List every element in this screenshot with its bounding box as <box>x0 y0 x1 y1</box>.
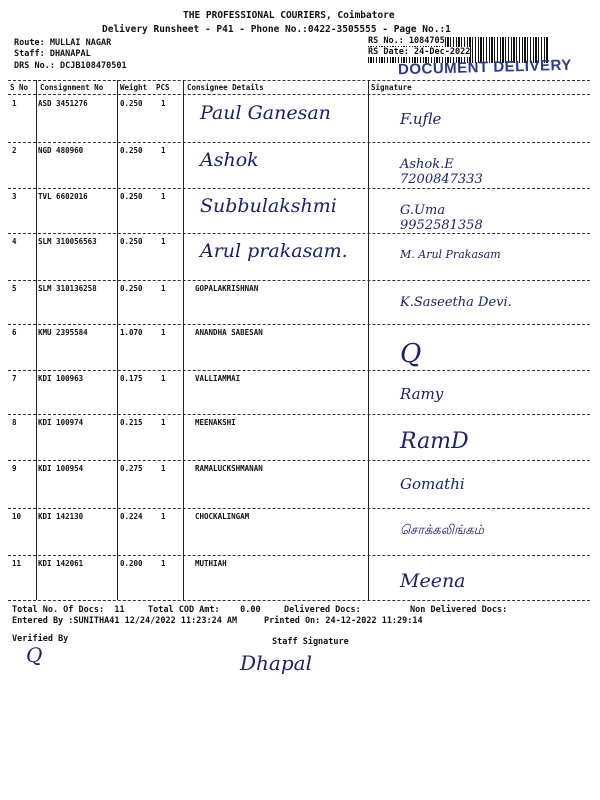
drs-label: DRS No.: DCJB108470501 <box>14 61 127 71</box>
row-sno: 4 <box>12 237 17 246</box>
non-delivered-docs: Non Delivered Docs: <box>410 605 508 615</box>
row-pcs: 1 <box>161 559 166 568</box>
row-consignment-no: SLM 310056563 <box>38 237 97 246</box>
row-consignment-no: KDI 100974 <box>38 418 84 427</box>
row-consignee-name: MEENAKSHI <box>195 418 236 427</box>
row-divider <box>8 233 590 234</box>
row-consignee-handwritten: Ashok <box>200 149 259 171</box>
row-weight: 1.070 <box>120 328 143 337</box>
row-signature-phone: 9952581358 <box>400 218 483 233</box>
row-pcs: 1 <box>161 418 166 427</box>
rs-no: RS No.: 1084705 <box>368 36 445 46</box>
row-consignment-no: TVL 6602016 <box>38 192 88 201</box>
col-divider <box>368 80 369 600</box>
row-signature: சொக்கலிங்கம் <box>400 523 485 538</box>
row-sno: 3 <box>12 192 17 201</box>
col-header-pcs: PCS <box>156 83 170 92</box>
row-consignment-no: NGD 480960 <box>38 146 84 155</box>
row-pcs: 1 <box>161 464 166 473</box>
total-docs: Total No. Of Docs: 11 <box>12 605 125 615</box>
row-sno: 10 <box>12 512 22 521</box>
row-divider <box>8 555 590 556</box>
row-pcs: 1 <box>161 237 166 246</box>
delivered-docs: Delivered Docs: <box>284 605 361 615</box>
row-signature: Ashok.E <box>400 157 454 172</box>
row-divider <box>8 414 590 415</box>
row-sno: 7 <box>12 374 17 383</box>
row-consignment-no: KDI 142130 <box>38 512 84 521</box>
row-pcs: 1 <box>161 146 166 155</box>
row-consignee-name: CHOCKALINGAM <box>195 512 250 521</box>
row-divider <box>8 188 590 189</box>
row-sno: 11 <box>12 559 22 568</box>
document-delivery-stamp: DOCUMENT DELIVERY <box>397 56 572 79</box>
row-weight: 0.250 <box>120 284 143 293</box>
row-sno: 1 <box>12 99 17 108</box>
verified-by: Verified By <box>12 634 69 644</box>
row-pcs: 1 <box>161 284 166 293</box>
row-divider <box>8 460 590 461</box>
row-weight: 0.224 <box>120 512 143 521</box>
row-consignment-no: KDI 142061 <box>38 559 84 568</box>
row-weight: 0.275 <box>120 464 143 473</box>
row-consignee-handwritten: Subbulakshmi <box>200 195 337 217</box>
row-weight: 0.215 <box>120 418 143 427</box>
total-cod: Total COD Amt: 0.00 <box>148 605 261 615</box>
row-signature: Meena <box>400 570 466 592</box>
row-weight: 0.175 <box>120 374 143 383</box>
row-weight: 0.250 <box>120 99 143 108</box>
row-consignment-no: ASD 3451276 <box>38 99 88 108</box>
printed-on: Printed On: 24-12-2022 11:29:14 <box>264 616 423 626</box>
col-divider <box>117 80 118 600</box>
row-weight: 0.200 <box>120 559 143 568</box>
table-bottom-rule <box>8 600 590 601</box>
header-rule <box>8 94 590 95</box>
row-signature: Q <box>400 339 422 369</box>
row-divider <box>8 370 590 371</box>
row-pcs: 1 <box>161 328 166 337</box>
row-pcs: 1 <box>161 512 166 521</box>
entered-by: Entered By :SUNITHA41 12/24/2022 11:23:24 AM <box>12 616 238 626</box>
row-pcs: 1 <box>161 192 166 201</box>
col-header-signature: Signature <box>371 83 412 92</box>
col-divider <box>36 80 37 600</box>
row-consignee-name: RAMALUCKSHMANAN <box>195 464 263 473</box>
row-signature: K.Saseetha Devi. <box>400 295 512 310</box>
row-consignee-name: ANANDHA SABESAN <box>195 328 263 337</box>
row-sno: 6 <box>12 328 17 337</box>
row-consignee-name: VALLIAMMAI <box>195 374 241 383</box>
row-weight: 0.250 <box>120 146 143 155</box>
runsheet-subtitle: Delivery Runsheet - P41 - Phone No.:0422-3505555 - Page No.:1 <box>102 24 451 35</box>
row-divider <box>8 508 590 509</box>
row-pcs: 1 <box>161 374 166 383</box>
route-label: Route: MULLAI NAGAR <box>14 38 112 48</box>
company-title: THE PROFESSIONAL COURIERS, Coimbatore <box>183 10 395 21</box>
col-header-weight: Weight <box>120 83 148 92</box>
row-consignment-no: KDI 100963 <box>38 374 84 383</box>
row-weight: 0.250 <box>120 192 143 201</box>
col-header-sno: S No <box>10 83 29 92</box>
row-consignment-no: KMU 2395584 <box>38 328 88 337</box>
row-pcs: 1 <box>161 99 166 108</box>
row-sno: 5 <box>12 284 17 293</box>
row-consignment-no: SLM 310136258 <box>38 284 97 293</box>
row-signature: RamD <box>400 429 469 454</box>
staff-signature-label: Staff Signature <box>272 637 349 647</box>
row-sno: 2 <box>12 146 17 155</box>
row-divider <box>8 142 590 143</box>
row-signature: F.uƒle <box>400 110 442 128</box>
row-consignee-handwritten: Arul prakasam. <box>200 240 348 262</box>
row-sno: 8 <box>12 418 17 427</box>
col-divider <box>183 80 184 600</box>
row-signature: G.Uma <box>400 203 446 218</box>
rs-date: RS Date: 24-Dec-2022 <box>368 47 471 57</box>
staff-label: Staff: DHANAPAL <box>14 49 91 59</box>
row-consignee-handwritten: Paul Ganesan <box>200 102 331 124</box>
verified-signature: Q <box>26 643 43 667</box>
row-signature-phone: 7200847333 <box>400 172 483 187</box>
row-consignment-no: KDI 100954 <box>38 464 84 473</box>
row-consignee-name: MUTHIAH <box>195 559 227 568</box>
row-consignee-name: GOPALAKRISHNAN <box>195 284 259 293</box>
row-divider <box>8 324 590 325</box>
col-header-consignment: Consignment No <box>40 83 104 92</box>
row-divider <box>8 280 590 281</box>
row-weight: 0.250 <box>120 237 143 246</box>
row-sno: 9 <box>12 464 17 473</box>
staff-signature: Dhapal <box>240 651 312 675</box>
row-signature: Gomathi <box>400 475 465 493</box>
table-top-rule <box>8 80 590 81</box>
row-signature: Ramy <box>400 385 444 403</box>
row-signature: M. Arul Prakasam <box>400 248 501 261</box>
col-header-consignee: Consignee Details <box>187 83 264 92</box>
